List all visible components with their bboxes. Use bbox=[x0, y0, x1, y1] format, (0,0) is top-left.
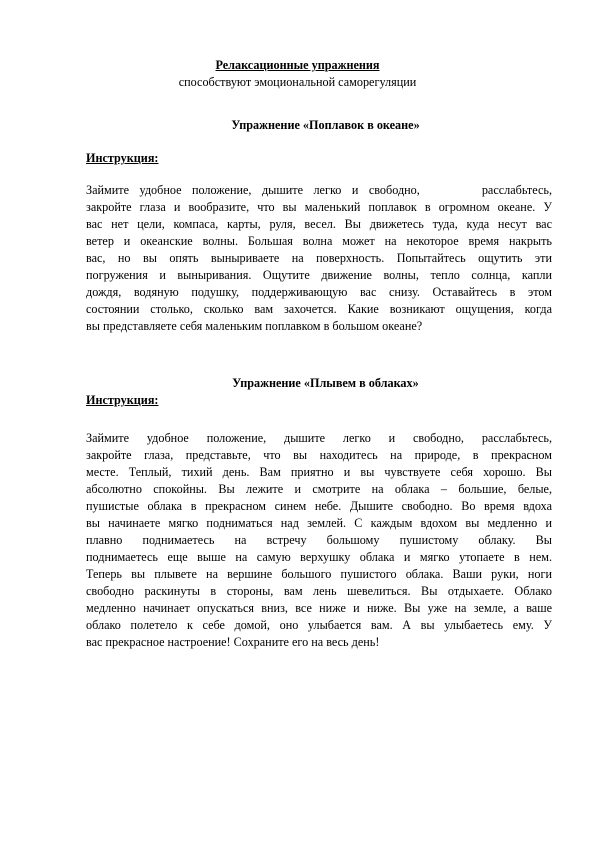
exercise1-line: дождя, водяную подушку, поддерживающую вас снизу. Оставайтесь в этом bbox=[86, 285, 552, 299]
exercise2-line: плавно поднимаетесь на встречу большому пушистому облаку. Вы bbox=[86, 533, 552, 547]
document-subtitle: способствуют эмоциональной саморегуляции bbox=[178, 75, 417, 89]
exercise1-line: закройте глаза и вообразите, что вы маленький поплавок в огромном океане. У bbox=[86, 200, 552, 214]
exercise2-instruction-label: Инструкция: bbox=[86, 393, 159, 407]
exercise2-line: закройте глаза, представьте, что вы находитесь на природе, в прекрасном bbox=[86, 448, 552, 462]
exercise2-heading: Упражнение «Плывем в облаках» bbox=[232, 376, 419, 390]
exercise2-text bbox=[86, 430, 552, 651]
exercise2-line: свободно раскинуты в стороны, вам лень шевелиться. Вы отдыхаете. Облако bbox=[86, 584, 552, 598]
exercise1-line: погружения и выныривания. Ощутите движение волны, тепло солнца, капли bbox=[86, 268, 552, 282]
exercise1-line: Займите удобное положение, дышите легко и свободно, расслабьтесь, bbox=[86, 183, 552, 197]
exercise2-line: поднимаетесь еще выше на самую верхушку облака и мягко утопаете в нем. bbox=[86, 550, 552, 564]
exercise1-line: ветер и океанские волны. Большая волна может на некоторое время накрыть bbox=[86, 234, 552, 248]
exercise2-line: Займите удобное положение, дышите легко и свободно, расслабьтесь, bbox=[86, 431, 552, 445]
exercise2-line: медленно начинает опускаться вниз, все ниже и ниже. Вы уже на земле, а ваше bbox=[86, 601, 552, 615]
exercise2-line: вы начинаете мягко подниматься над землей. С каждым вдохом вы медленно и bbox=[86, 516, 552, 530]
exercise2-line: абсолютно спокойны. Вы лежите и смотрите на облака – большие, белые, bbox=[86, 482, 552, 496]
exercise1-instruction-label: Инструкция: bbox=[86, 151, 159, 165]
exercise2-line: пушистые облака в прекрасном синем небе. Дышите свободно. Во время вдоха bbox=[86, 499, 552, 513]
exercise1-line: вы представляете себя маленьким поплавком в большом океане? bbox=[86, 319, 423, 333]
exercise1-heading: Упражнение «Поплавок в океане» bbox=[231, 118, 420, 132]
document-title: Релаксационные упражнения bbox=[215, 58, 380, 72]
exercise1-line: состоянии столько, сколько вам захочется. Какие возникают ощущения, когда bbox=[86, 302, 552, 316]
exercise2-line: Теперь вы плывете на вершине большого пушистого облака. Ваши руки, ноги bbox=[86, 567, 552, 581]
exercise1-line: вас нет цели, компаса, карты, руля, весел. Вы движетесь туда, куда несут вас bbox=[86, 217, 552, 231]
exercise2-line: вас прекрасное настроение! Сохраните его на весь день! bbox=[86, 635, 380, 649]
exercise1-line: вас, но вы опять выныриваете на поверхность. Попытайтесь ощутить эти bbox=[86, 251, 552, 265]
exercise2-line: месте. Теплый, тихий день. Вам приятно и вы чувствуете себя хорошо. Вы bbox=[86, 465, 552, 479]
exercise1-text bbox=[86, 182, 552, 335]
exercise2-line: облако полетело к себе домой, оно улыбается вам. А вы улыбаетесь ему. У bbox=[86, 618, 552, 632]
